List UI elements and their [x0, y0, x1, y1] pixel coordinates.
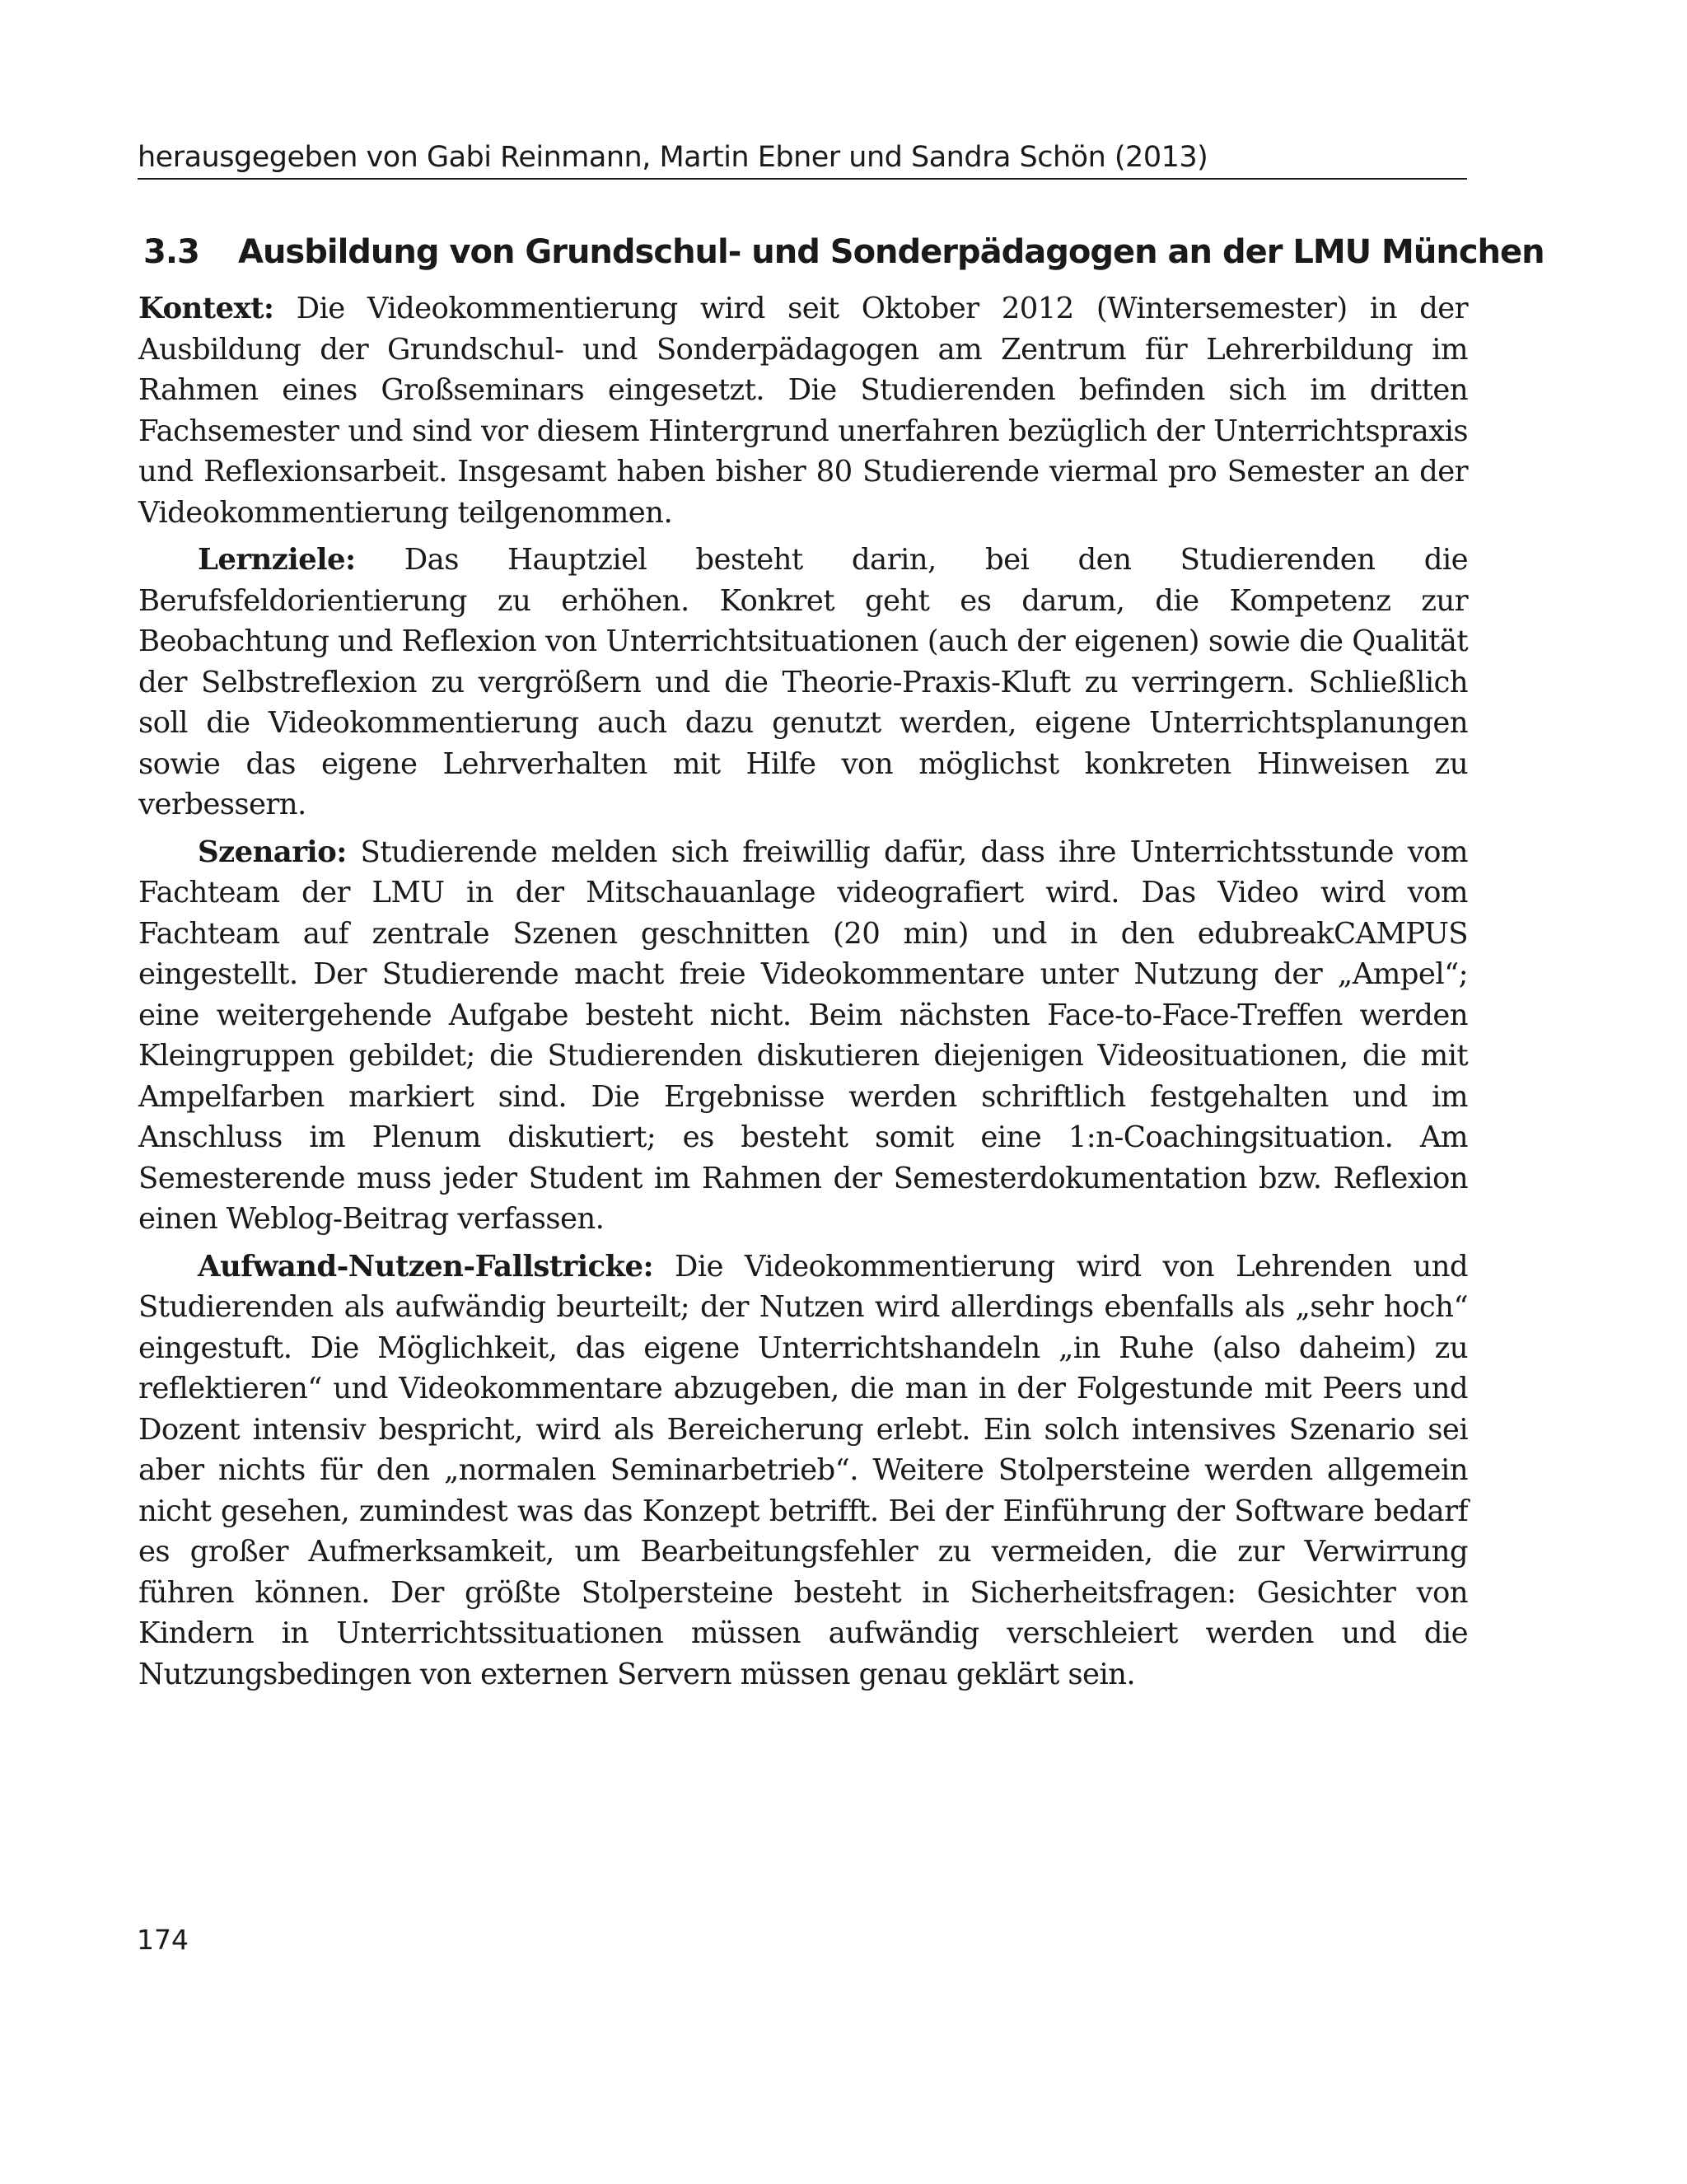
paragraph-text: Die Videokommentierung wird seit Oktober 2012 (Wintersemester) in der Ausbildung der Grundschul- und Sonderpädagogen am Zentrum für Lehrerbildung im Rahmen eines Großseminars eingesetzt. Die Studierenden befinden sich im dritten Fachsemester und sind vor diesem Hintergrund unerfahren bezüglich der Unterrichtspraxis und Reflexionsarbeit. Insgesamt haben bisher 80 Studierende viermal pro Semester an der Videokommentierung teilgenommen.: [138, 292, 1468, 530]
paragraph-aufwand: [138, 1246, 1468, 1695]
running-header-text: herausgegeben von Gabi Reinmann, Martin Ebner und Sandra Schön (2013): [138, 141, 1208, 174]
section-heading: [143, 226, 1544, 278]
section-title: Ausbildung von Grundschul- und Sonderpädagogen an der LMU München: [238, 233, 1544, 271]
paragraph-lead: Lernziele:: [198, 543, 356, 577]
paragraph-lernziele: [138, 540, 1468, 825]
paragraph-text: Studierende melden sich freiwillig dafür, dass ihre Unterrichtsstunde vom Fachteam der LMU in der Mitschauanlage videografiert wird. Das Video wird vom Fachteam auf zentrale Szenen geschnitten (20 min) und in den edubreakCAMPUS eingestellt. Der Studierende macht freie Videokommentare unter Nutzung der „Ampel“; eine weitergehende Aufgabe besteht nicht. Beim nächsten Face-to-Face-Treffen werden Kleingruppen gebildet; die Studierenden diskutieren diejenigen Videosituationen, die mit Ampelfarben markiert sind. Die Ergebnisse werden schriftlich festgehalten und im Anschluss im Plenum diskutiert; es besteht somit eine 1:n-Coachingsituation. Am Semesterende muss jeder Student im Rahmen der Semesterdokumentation bzw. Reflexion einen Weblog-Beitrag verfassen.: [138, 835, 1468, 1236]
body-text: [138, 288, 1468, 1701]
paragraph-lead: Szenario:: [198, 835, 347, 869]
paragraph-text: Die Videokommentierung wird von Lehrenden und Studierenden als aufwändig beurteilt; der Nutzen wird allerdings ebenfalls als „sehr hoch“ eingestuft. Die Möglichkeit, das eigene Unterrichtshandeln „in Ruhe (also daheim) zu reflektieren“ und Videokommentare abzugeben, die man in der Folgestunde mit Peers und Dozent intensiv bespricht, wird als Bereicherung erlebt. Ein solch intensives Szenario sei aber nichts für den „normalen Seminarbetrieb“. Weitere Stolpersteine werden allgemein nicht gesehen, zumindest was das Konzept betrifft. Bei der Einführung der Software bedarf es großer Aufmerksamkeit, um Bearbeitungsfehler zu vermeiden, die zur Verwirrung führen können. Der größte Stolpersteine besteht in Sicherheitsfragen: Gesichter von Kindern in Unterrichtssituationen müssen aufwändig verschleiert werden und die Nutzungsbedingen von externen Servern müssen genau geklärt sein.: [138, 1249, 1468, 1691]
running-header: [138, 137, 1467, 180]
paragraph-kontext: [138, 288, 1468, 533]
paragraph-lead: Aufwand-Nutzen-Fallstricke:: [198, 1249, 654, 1284]
paragraph-text: Das Hauptziel besteht darin, bei den Studierenden die Berufsfeldorientierung zu erhöhen. Konkret geht es darum, die Kompetenz zur Beobachtung und Reflexion von Unterrichtsituationen (auch der eigenen) sowie die Qualität der Selbstreflexion zu vergrößern und die Theorie-Praxis-Kluft zu verringern. Schließlich soll die Videokommentierung auch dazu genutzt werden, eigene Unterrichtsplanungen sowie das eigene Lehrverhalten mit Hilfe von möglichst konkreten Hinweisen zu verbessern.: [138, 543, 1468, 821]
page-number: 174: [137, 1924, 189, 1956]
section-number: 3.3: [143, 233, 199, 271]
paragraph-szenario: [138, 832, 1468, 1240]
paragraph-lead: Kontext:: [138, 292, 274, 325]
